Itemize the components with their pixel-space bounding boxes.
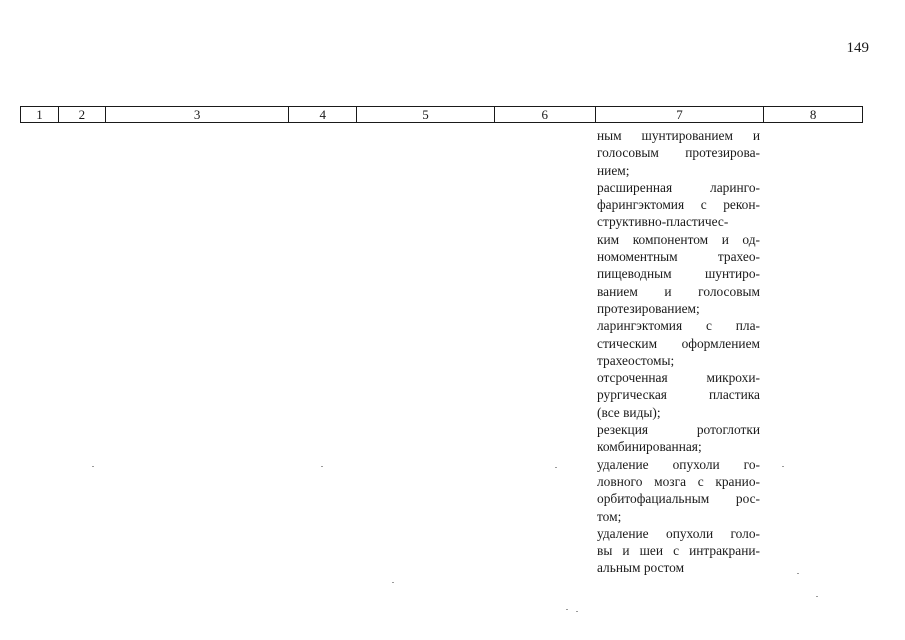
header-cell-1: 1: [21, 107, 59, 122]
text-line: ловного мозга с кранио-: [597, 473, 760, 489]
scan-speck: [92, 466, 94, 467]
header-cell-5: 5: [357, 107, 495, 122]
scan-speck: [816, 596, 818, 597]
header-cell-6: 6: [495, 107, 596, 122]
text-line: структивно-пластичес-: [597, 214, 729, 230]
scan-speck: [321, 466, 323, 467]
header-cell-3: 3: [106, 107, 290, 122]
text-line: удаление опухоли го-: [597, 456, 760, 472]
scan-speck: [555, 467, 557, 468]
text-line: (все виды);: [597, 404, 661, 420]
text-line: номоментным трахео-: [597, 249, 760, 265]
text-line: расширенная ларинго-: [597, 179, 760, 195]
scan-speck: [576, 611, 578, 612]
scan-speck: [392, 582, 394, 583]
text-line: фарингэктомия с рекон-: [597, 197, 760, 213]
text-line: удаление опухоли голо-: [597, 525, 760, 541]
text-line: альным ростом: [597, 560, 685, 576]
text-line: ным шунтированием и: [597, 128, 760, 143]
text-line: стическим оформлением: [597, 335, 760, 351]
header-cell-2: 2: [59, 107, 106, 122]
header-cell-7: 7: [596, 107, 765, 122]
text-line: вы и шеи с интракрани-: [597, 543, 760, 559]
text-line: трахеостомы;: [597, 352, 675, 368]
text-line: резекция ротоглотки: [597, 422, 760, 438]
text-line: комбинированная;: [597, 439, 702, 455]
text-line: протезированием;: [597, 300, 700, 316]
text-line: пищеводным шунтиро-: [597, 266, 760, 282]
header-cell-4: 4: [289, 107, 357, 122]
text-line: отсроченная микрохи-: [597, 370, 760, 386]
text-line: ванием и голосовым: [597, 283, 760, 299]
text-line: ким компонентом и од-: [597, 231, 760, 247]
page-number: 149: [846, 40, 869, 56]
text-line: орбитофациальным рос-: [597, 491, 760, 507]
text-line: ларингэктомия с пла-: [597, 318, 760, 334]
table-header-row: [20, 106, 863, 123]
scan-speck: [566, 609, 568, 610]
column-7-text: [597, 127, 760, 577]
text-line: том;: [597, 508, 622, 524]
header-cell-8: 8: [809, 107, 817, 122]
scan-speck: [797, 573, 799, 574]
text-line: рургическая пластика: [597, 387, 760, 403]
text-line: нием;: [597, 162, 630, 178]
scan-speck: [782, 466, 784, 467]
text-line: голосовым протезирова-: [597, 145, 760, 161]
